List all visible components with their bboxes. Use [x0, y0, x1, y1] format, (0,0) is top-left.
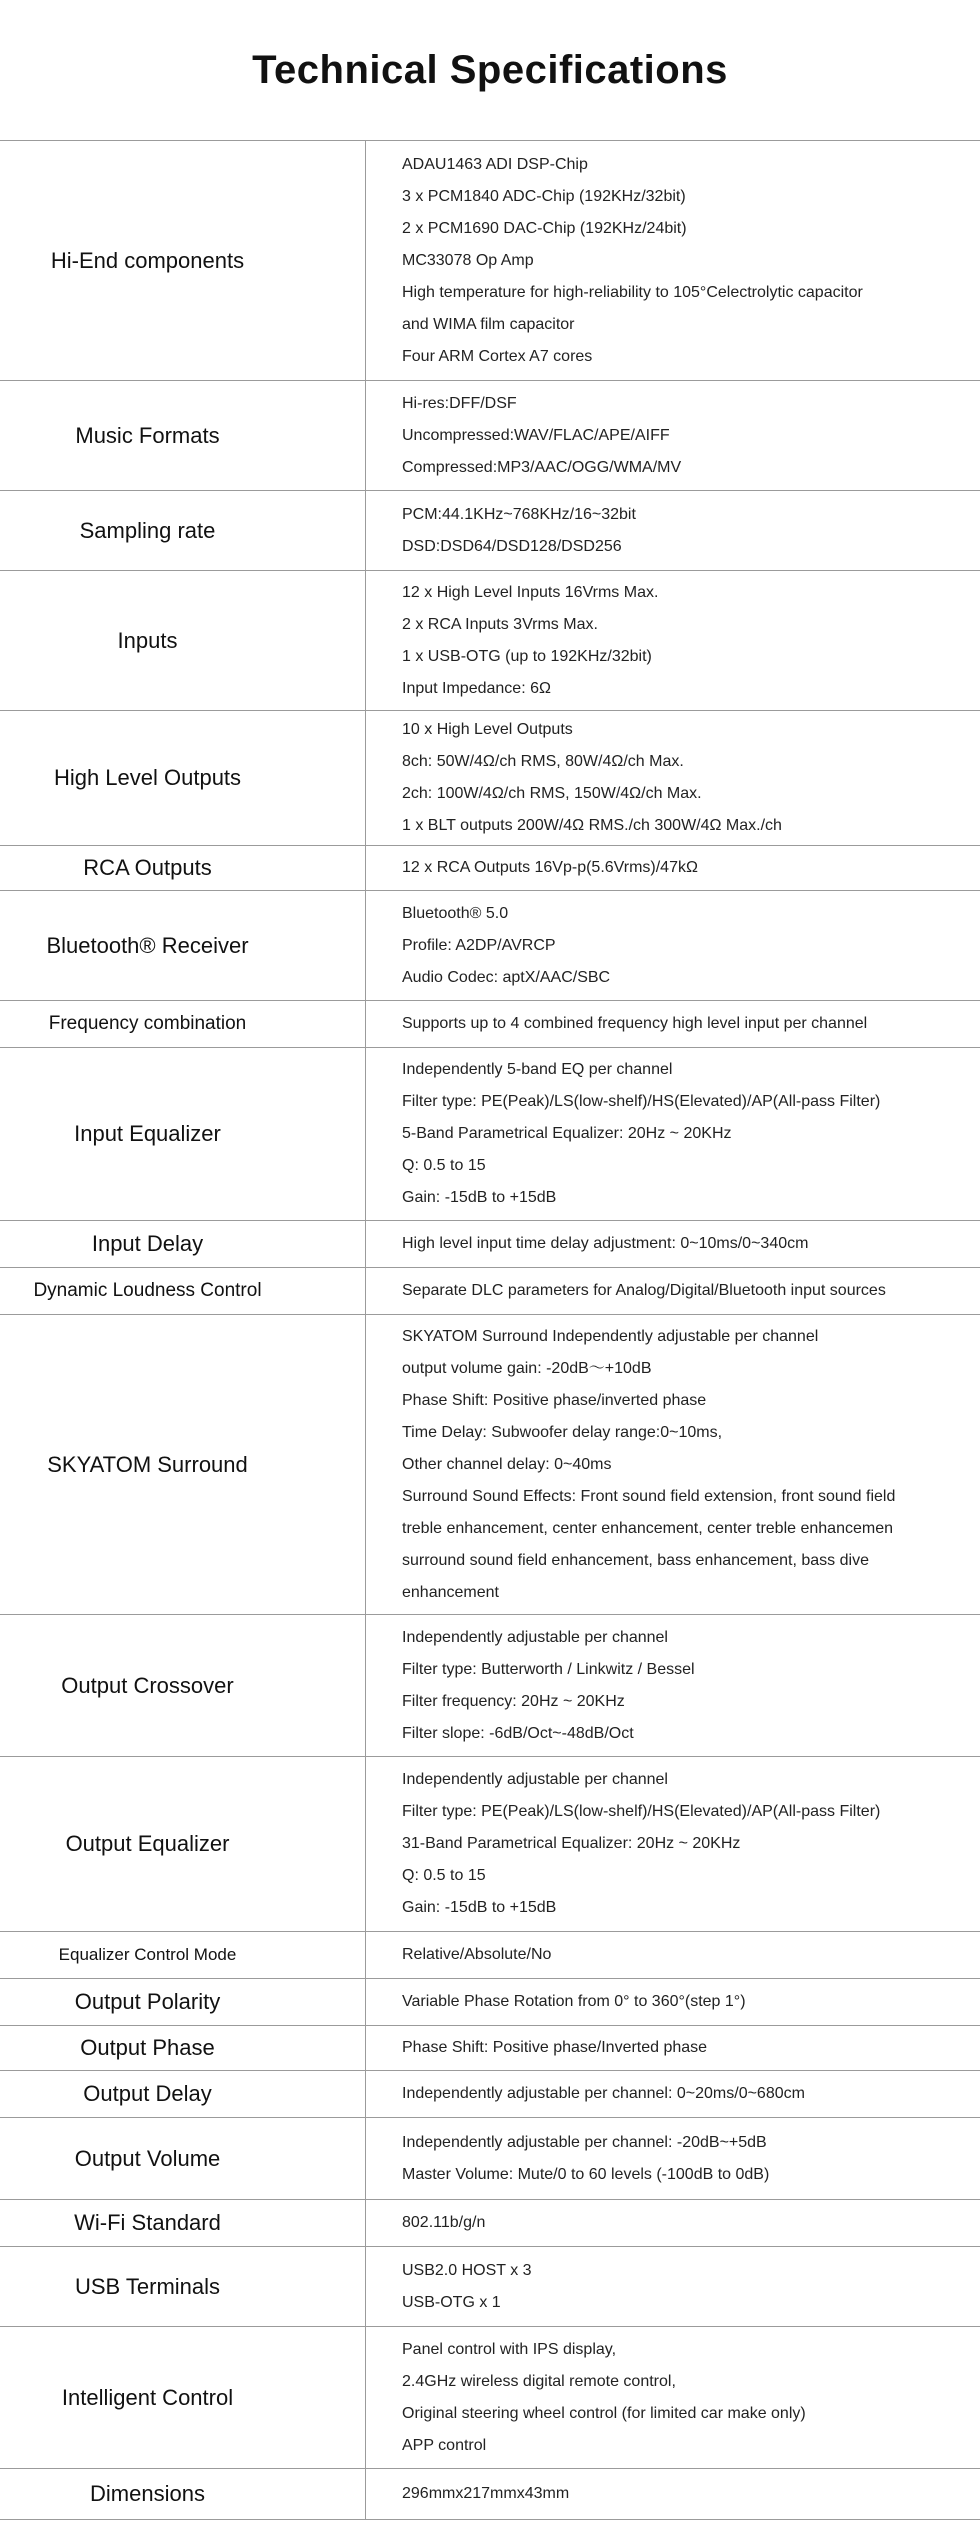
- spec-value-line: 12 x High Level Inputs 16Vrms Max.: [402, 583, 659, 601]
- spec-value: [402, 1757, 980, 1931]
- spec-label: SKYATOM Surround: [47, 1451, 248, 1477]
- spec-row: [0, 2246, 980, 2326]
- spec-label: Output Volume: [74, 2145, 221, 2171]
- column-divider: [365, 2071, 366, 2117]
- spec-value-line: Hi-res:DFF/DSF: [402, 394, 517, 412]
- spec-value-line: APP control: [402, 2436, 487, 2454]
- spec-value: [402, 141, 980, 380]
- column-divider: [365, 1268, 366, 1314]
- spec-value-line: Four ARM Cortex A7 cores: [402, 347, 593, 365]
- spec-value-line: High temperature for high-reliability to 105°Celectrolytic capacitor: [402, 283, 863, 301]
- spec-row: [0, 710, 980, 845]
- column-divider: [365, 1615, 366, 1756]
- spec-value-line: enhancement: [402, 1583, 499, 1601]
- spec-value-line: Panel control with IPS display,: [402, 2340, 617, 2358]
- spec-value-line: Filter type: PE(Peak)/LS(low-shelf)/HS(Elevated)/AP(All-pass Filter): [402, 1803, 881, 1820]
- spec-value: [402, 491, 980, 570]
- spec-value-line: ADAU1463 ADI DSP-Chip: [402, 155, 588, 173]
- spec-value-line: surround sound field enhancement, bass enhancement, bass dive: [402, 1551, 869, 1569]
- spec-value-line: 3 x PCM1840 ADC-Chip (192KHz/32bit): [402, 187, 686, 205]
- spec-value-line: USB2.0 HOST x 3: [402, 2261, 532, 2279]
- spec-value-line: Independently adjustable per channel: -20dB~+5dB: [402, 2133, 767, 2151]
- spec-value-line: Phase Shift: Positive phase/inverted phase: [402, 1391, 707, 1409]
- spec-row: [0, 890, 980, 1000]
- spec-label: USB Terminals: [74, 2273, 221, 2299]
- column-divider: [365, 891, 366, 1000]
- spec-row: [0, 1000, 980, 1047]
- spec-value-line: Variable Phase Rotation from 0° to 360°(step 1°): [402, 1993, 746, 2010]
- spec-value-line: PCM:44.1KHz~768KHz/16~32bit: [402, 505, 636, 523]
- column-divider: [365, 141, 366, 380]
- spec-value-line: Time Delay: Subwoofer delay range:0~10ms,: [402, 1423, 723, 1441]
- spec-value-line: Q: 0.5 to 15: [402, 1867, 486, 1884]
- spec-value-line: Phase Shift: Positive phase/Inverted phase: [402, 2039, 708, 2056]
- column-divider: [365, 2469, 366, 2519]
- spec-row: [0, 2025, 980, 2070]
- spec-value-line: Gain: -15dB to +15dB: [402, 1189, 557, 1206]
- spec-label: High Level Outputs: [53, 765, 242, 790]
- spec-label: Music Formats: [75, 422, 220, 448]
- spec-value-line: 1 x USB-OTG (up to 192KHz/32bit): [402, 647, 652, 665]
- spec-value: [402, 1048, 980, 1220]
- spec-label: Output Crossover: [61, 1672, 234, 1698]
- spec-value-line: USB-OTG x 1: [402, 2293, 501, 2311]
- column-divider: [365, 2200, 366, 2246]
- spec-label: Hi-End components: [50, 247, 245, 273]
- spec-value: [402, 2247, 980, 2326]
- spec-value-line: Independently adjustable per channel: [402, 1771, 668, 1788]
- spec-value: [402, 1932, 980, 1978]
- spec-value: [402, 2118, 980, 2199]
- spec-value-line: Compressed:MP3/AAC/OGG/WMA/MV: [402, 458, 682, 476]
- spec-value: [402, 571, 980, 710]
- spec-value-line: Filter frequency: 20Hz ~ 20KHz: [402, 1692, 625, 1710]
- spec-value-line: Independently adjustable per channel: 0~20ms/0~680cm: [402, 2085, 805, 2102]
- column-divider: [365, 491, 366, 570]
- column-divider: [365, 1221, 366, 1267]
- spec-value: [402, 381, 980, 490]
- spec-row: [0, 2326, 980, 2468]
- spec-row: [0, 140, 980, 380]
- spec-value-line: SKYATOM Surround Independently adjustable per channel: [402, 1327, 819, 1345]
- spec-value: [402, 2200, 980, 2246]
- spec-value-line: Filter slope: -6dB/Oct~-48dB/Oct: [402, 1724, 634, 1742]
- spec-row: [0, 490, 980, 570]
- column-divider: [365, 1001, 366, 1047]
- column-divider: [365, 1979, 366, 2025]
- spec-row: [0, 570, 980, 710]
- spec-row: [0, 2199, 980, 2246]
- spec-label: Output Phase: [80, 2035, 215, 2060]
- column-divider: [365, 2026, 366, 2070]
- spec-value-line: Independently adjustable per channel: [402, 1628, 668, 1646]
- spec-value-line: Q: 0.5 to 15: [402, 1157, 486, 1174]
- spec-value-line: 10 x High Level Outputs: [402, 721, 573, 738]
- spec-value-line: 12 x RCA Outputs 16Vp-p(5.6Vrms)/47kΩ: [402, 859, 698, 876]
- spec-value-line: Audio Codec: aptX/AAC/SBC: [402, 968, 611, 986]
- spec-value-line: 8ch: 50W/4Ω/ch RMS, 80W/4Ω/ch Max.: [402, 753, 684, 770]
- spec-label: Equalizer Control Mode: [58, 1945, 237, 1964]
- spec-value-line: output volume gain: -20dB〜+10dB: [402, 1359, 652, 1377]
- column-divider: [365, 846, 366, 890]
- page-title: Technical Specifications: [252, 48, 728, 92]
- spec-value-line: Gain: -15dB to +15dB: [402, 1899, 557, 1916]
- spec-value-line: and WIMA film capacitor: [402, 315, 575, 333]
- spec-value: [402, 1001, 980, 1047]
- spec-value: [402, 711, 980, 845]
- spec-value-line: 5-Band Parametrical Equalizer: 20Hz ~ 20KHz: [402, 1125, 732, 1142]
- spec-value-line: Bluetooth® 5.0: [402, 904, 509, 922]
- spec-row: [0, 1220, 980, 1267]
- spec-value: [402, 891, 980, 1000]
- spec-row: [0, 1314, 980, 1614]
- spec-value-line: Separate DLC parameters for Analog/Digital/Bluetooth input sources: [402, 1282, 886, 1299]
- spec-label: Input Delay: [91, 1231, 204, 1256]
- spec-row: [0, 1267, 980, 1314]
- spec-label: Output Delay: [83, 2081, 212, 2106]
- spec-label: Inputs: [117, 627, 178, 653]
- spec-row: [0, 2070, 980, 2117]
- spec-label: Bluetooth® Receiver: [46, 932, 249, 958]
- column-divider: [365, 571, 366, 710]
- spec-value-line: Supports up to 4 combined frequency high level input per channel: [402, 1015, 868, 1032]
- spec-row: [0, 1756, 980, 1931]
- spec-label: Input Equalizer: [74, 1121, 221, 1146]
- spec-value-line: Other channel delay: 0~40ms: [402, 1455, 612, 1473]
- spec-value: [402, 1979, 980, 2025]
- spec-value-line: Independently 5-band EQ per channel: [402, 1061, 673, 1078]
- spec-value-line: Input Impedance: 6Ω: [402, 679, 551, 697]
- column-divider: [365, 2247, 366, 2326]
- column-divider: [365, 1932, 366, 1978]
- spec-value: [402, 1615, 980, 1756]
- spec-label: Wi-Fi Standard: [74, 2210, 221, 2235]
- column-divider: [365, 381, 366, 490]
- spec-label: Sampling rate: [79, 517, 216, 543]
- column-divider: [365, 1048, 366, 1220]
- spec-row: [0, 845, 980, 890]
- spec-value-line: Surround Sound Effects: Front sound field extension, front sound field: [402, 1487, 896, 1505]
- spec-label: Dynamic Loudness Control: [33, 1280, 262, 1301]
- spec-value-line: Uncompressed:WAV/FLAC/APE/AIFF: [402, 426, 670, 444]
- spec-value-line: Relative/Absolute/No: [402, 1946, 552, 1963]
- spec-value-line: 2.4GHz wireless digital remote control,: [402, 2372, 676, 2390]
- spec-value-line: DSD:DSD64/DSD128/DSD256: [402, 537, 622, 555]
- spec-value-line: 1 x BLT outputs 200W/4Ω RMS./ch 300W/4Ω Max./ch: [402, 817, 782, 834]
- spec-value: [402, 1221, 980, 1267]
- spec-label: Output Equalizer: [65, 1831, 230, 1856]
- spec-value: [402, 1315, 980, 1614]
- spec-value-line: Filter type: Butterworth / Linkwitz / Bessel: [402, 1660, 695, 1678]
- spec-value: [402, 2327, 980, 2468]
- spec-row: [0, 2117, 980, 2199]
- spec-value-line: Profile: A2DP/AVRCP: [402, 936, 556, 954]
- spec-label: Frequency combination: [48, 1013, 247, 1034]
- spec-value: [402, 2026, 980, 2070]
- spec-value-line: High level input time delay adjustment: 0~10ms/0~340cm: [402, 1235, 809, 1252]
- spec-value-line: 2ch: 100W/4Ω/ch RMS, 150W/4Ω/ch Max.: [402, 785, 702, 802]
- spec-value: [402, 2469, 980, 2519]
- spec-row: [0, 2468, 980, 2520]
- column-divider: [365, 2118, 366, 2199]
- spec-value-line: MC33078 Op Amp: [402, 251, 534, 269]
- column-divider: [365, 711, 366, 845]
- spec-value-line: treble enhancement, center enhancement, center treble enhancemen: [402, 1519, 893, 1537]
- column-divider: [365, 2327, 366, 2468]
- spec-row: [0, 380, 980, 490]
- spec-table: [0, 140, 980, 2520]
- spec-value-line: Master Volume: Mute/0 to 60 levels (-100dB to 0dB): [402, 2165, 770, 2183]
- spec-value-line: 31-Band Parametrical Equalizer: 20Hz ~ 20KHz: [402, 1835, 741, 1852]
- spec-value-line: Original steering wheel control (for limited car make only): [402, 2404, 806, 2422]
- spec-row: [0, 1047, 980, 1220]
- spec-label: Dimensions: [90, 2481, 205, 2506]
- spec-label: Output Polarity: [74, 1989, 221, 2014]
- spec-value-line: 296mmx217mmx43mm: [402, 2485, 570, 2502]
- spec-value-line: 802.11b/g/n: [402, 2214, 486, 2231]
- spec-row: [0, 1614, 980, 1756]
- spec-value-line: 2 x RCA Inputs 3Vrms Max.: [402, 615, 598, 633]
- column-divider: [365, 1757, 366, 1931]
- spec-row: [0, 1931, 980, 1978]
- column-divider: [365, 1315, 366, 1614]
- spec-value: [402, 846, 980, 890]
- spec-label: RCA Outputs: [83, 855, 212, 880]
- spec-value-line: Filter type: PE(Peak)/LS(low-shelf)/HS(Elevated)/AP(All-pass Filter): [402, 1093, 881, 1110]
- spec-value-line: 2 x PCM1690 DAC-Chip (192KHz/24bit): [402, 219, 687, 237]
- spec-value: [402, 1268, 980, 1314]
- spec-value: [402, 2071, 980, 2117]
- spec-label: Intelligent Control: [61, 2384, 234, 2410]
- spec-row: [0, 1978, 980, 2025]
